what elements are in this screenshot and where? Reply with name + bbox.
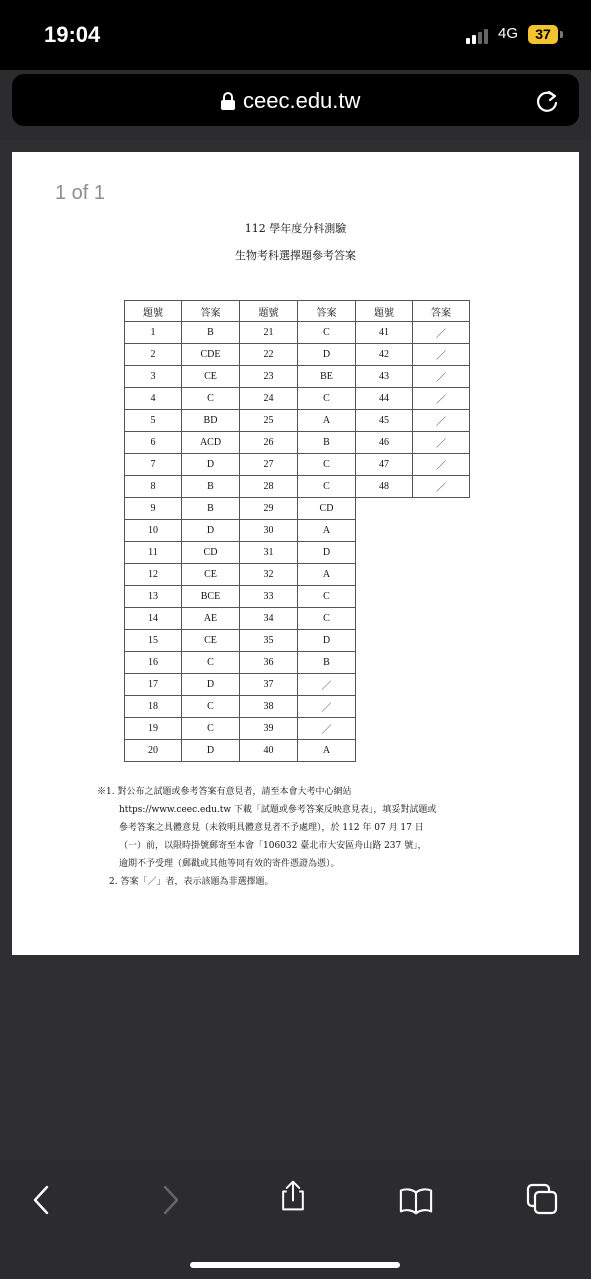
table-cell: C bbox=[298, 388, 356, 410]
table-cell: ／ bbox=[413, 432, 470, 454]
empty-cell bbox=[356, 740, 413, 762]
document-subtitle: 生物考科選擇題參考答案 bbox=[235, 249, 356, 262]
lock-icon bbox=[219, 91, 237, 111]
table-cell: 35 bbox=[240, 630, 298, 652]
table-row bbox=[125, 410, 470, 432]
url-text[interactable]: ceec.edu.tw bbox=[243, 88, 361, 113]
table-cell: CE bbox=[182, 630, 240, 652]
table-cell: 39 bbox=[240, 718, 298, 740]
table-cell: 6 bbox=[125, 432, 182, 454]
table-cell: ／ bbox=[298, 674, 356, 696]
table-body bbox=[125, 322, 470, 762]
table-cell: 8 bbox=[125, 476, 182, 498]
network-type: 4G bbox=[498, 25, 519, 42]
empty-cell bbox=[413, 498, 470, 520]
empty-cell bbox=[356, 564, 413, 586]
table-row bbox=[125, 608, 470, 630]
table-cell: CE bbox=[182, 366, 240, 388]
table-cell: 17 bbox=[125, 674, 182, 696]
table-cell: C bbox=[298, 586, 356, 608]
table-cell: 33 bbox=[240, 586, 298, 608]
table-cell: D bbox=[298, 542, 356, 564]
table-cell: 4 bbox=[125, 388, 182, 410]
table-cell: 32 bbox=[240, 564, 298, 586]
table-cell: 11 bbox=[125, 542, 182, 564]
table-row bbox=[125, 366, 470, 388]
note-line: https://www.ceec.edu.tw 下載「試題或參考答案反映意見表」，填妥對試題或 bbox=[119, 805, 437, 815]
table-row bbox=[125, 322, 470, 344]
table-cell: 44 bbox=[356, 388, 413, 410]
battery-tip bbox=[560, 31, 563, 38]
table-cell: 13 bbox=[125, 586, 182, 608]
empty-cell bbox=[413, 586, 470, 608]
empty-cell bbox=[356, 652, 413, 674]
table-header: 題號 bbox=[125, 301, 182, 322]
table-cell: 16 bbox=[125, 652, 182, 674]
table-cell: D bbox=[182, 674, 240, 696]
table-header: 答案 bbox=[413, 301, 470, 322]
empty-cell bbox=[413, 542, 470, 564]
table-row bbox=[125, 542, 470, 564]
table-cell: 41 bbox=[356, 322, 413, 344]
table-cell: ／ bbox=[413, 410, 470, 432]
table-cell: 47 bbox=[356, 454, 413, 476]
table-cell: D bbox=[182, 520, 240, 542]
table-cell: 23 bbox=[240, 366, 298, 388]
back-icon[interactable] bbox=[26, 1183, 60, 1217]
empty-cell bbox=[356, 542, 413, 564]
answer-table bbox=[124, 300, 470, 762]
table-cell: 38 bbox=[240, 696, 298, 718]
empty-cell bbox=[356, 674, 413, 696]
table-cell: 7 bbox=[125, 454, 182, 476]
table-row bbox=[125, 696, 470, 718]
note-line: 參考答案之具體意見（未敘明具體意見者不予處理），於 112 年 07 月 17 日 bbox=[119, 823, 424, 833]
table-cell: A bbox=[298, 740, 356, 762]
table-cell: ／ bbox=[413, 454, 470, 476]
table-cell: 1 bbox=[125, 322, 182, 344]
document-title: 112 學年度分科測驗 bbox=[244, 222, 347, 235]
table-cell: CD bbox=[298, 498, 356, 520]
battery-icon: 37 bbox=[528, 25, 558, 44]
table-cell: 19 bbox=[125, 718, 182, 740]
table-cell: C bbox=[298, 476, 356, 498]
note-line: （一）前，以限時掛號郵寄至本會「106032 臺北市大安區舟山路 237 號」， bbox=[119, 841, 427, 851]
table-cell: 37 bbox=[240, 674, 298, 696]
table-row bbox=[125, 520, 470, 542]
table-row bbox=[125, 344, 470, 366]
table-cell: 48 bbox=[356, 476, 413, 498]
table-cell: 26 bbox=[240, 432, 298, 454]
table-cell: 36 bbox=[240, 652, 298, 674]
table-cell: 2 bbox=[125, 344, 182, 366]
table-cell: B bbox=[182, 498, 240, 520]
empty-cell bbox=[356, 630, 413, 652]
table-header-row bbox=[125, 301, 470, 322]
empty-cell bbox=[413, 740, 470, 762]
table-cell: 28 bbox=[240, 476, 298, 498]
table-cell: 27 bbox=[240, 454, 298, 476]
empty-cell bbox=[356, 718, 413, 740]
empty-cell bbox=[413, 520, 470, 542]
table-cell: 15 bbox=[125, 630, 182, 652]
bookmarks-icon[interactable] bbox=[399, 1184, 433, 1218]
table-cell: CE bbox=[182, 564, 240, 586]
empty-cell bbox=[356, 586, 413, 608]
table-cell: ／ bbox=[298, 696, 356, 718]
table-cell: 3 bbox=[125, 366, 182, 388]
notes bbox=[97, 783, 499, 891]
table-cell: 10 bbox=[125, 520, 182, 542]
table-cell: ／ bbox=[413, 366, 470, 388]
table-header: 答案 bbox=[298, 301, 356, 322]
empty-cell bbox=[413, 696, 470, 718]
table-cell: 9 bbox=[125, 498, 182, 520]
table-cell: AE bbox=[182, 608, 240, 630]
empty-cell bbox=[413, 674, 470, 696]
tabs-icon[interactable] bbox=[525, 1182, 559, 1216]
table-cell: A bbox=[298, 410, 356, 432]
table-row bbox=[125, 586, 470, 608]
empty-cell bbox=[413, 630, 470, 652]
table-cell: BE bbox=[298, 366, 356, 388]
table-cell: D bbox=[298, 344, 356, 366]
table-cell: 42 bbox=[356, 344, 413, 366]
page-indicator: 1 of 1 bbox=[55, 182, 106, 204]
table-cell: C bbox=[298, 454, 356, 476]
note-line: ※1. 對公布之試題或參考答案有意見者，請至本會大考中心網站 bbox=[97, 787, 352, 797]
table-cell: BD bbox=[182, 410, 240, 432]
table-cell: C bbox=[298, 322, 356, 344]
table-cell: 29 bbox=[240, 498, 298, 520]
table-row bbox=[125, 476, 470, 498]
table-row bbox=[125, 498, 470, 520]
table-row bbox=[125, 388, 470, 410]
table-row bbox=[125, 718, 470, 740]
table-cell: 20 bbox=[125, 740, 182, 762]
empty-cell bbox=[413, 652, 470, 674]
table-cell: A bbox=[298, 520, 356, 542]
table-header: 題號 bbox=[356, 301, 413, 322]
note-line: 逾期不予受理（郵戳或其他等同有效的寄件憑證為憑）。 bbox=[119, 859, 340, 869]
table-row bbox=[125, 454, 470, 476]
status-time: 19:04 bbox=[44, 22, 101, 47]
table-cell: 24 bbox=[240, 388, 298, 410]
table-cell: ／ bbox=[413, 476, 470, 498]
table-cell: B bbox=[182, 322, 240, 344]
share-icon[interactable] bbox=[276, 1179, 310, 1213]
table-cell: 21 bbox=[240, 322, 298, 344]
table-cell: 46 bbox=[356, 432, 413, 454]
status-bar bbox=[0, 0, 591, 70]
empty-cell bbox=[413, 564, 470, 586]
table-cell: 43 bbox=[356, 366, 413, 388]
table-cell: 31 bbox=[240, 542, 298, 564]
table-cell: C bbox=[182, 718, 240, 740]
table-cell: 18 bbox=[125, 696, 182, 718]
table-cell: BCE bbox=[182, 586, 240, 608]
empty-cell bbox=[356, 696, 413, 718]
table-cell: 25 bbox=[240, 410, 298, 432]
signal-icon bbox=[466, 30, 492, 44]
table-cell: CD bbox=[182, 542, 240, 564]
empty-cell bbox=[413, 608, 470, 630]
table-cell: C bbox=[298, 608, 356, 630]
empty-cell bbox=[356, 520, 413, 542]
table-cell: 34 bbox=[240, 608, 298, 630]
table-row bbox=[125, 564, 470, 586]
table-cell: D bbox=[182, 454, 240, 476]
empty-cell bbox=[413, 718, 470, 740]
table-cell: C bbox=[182, 388, 240, 410]
table-row bbox=[125, 630, 470, 652]
table-row bbox=[125, 652, 470, 674]
table-cell: D bbox=[182, 740, 240, 762]
table-cell: ／ bbox=[413, 344, 470, 366]
table-cell: 40 bbox=[240, 740, 298, 762]
table-row bbox=[125, 674, 470, 696]
table-cell: ／ bbox=[298, 718, 356, 740]
table-cell: 5 bbox=[125, 410, 182, 432]
table-row bbox=[125, 432, 470, 454]
table-cell: D bbox=[298, 630, 356, 652]
table-cell: B bbox=[298, 652, 356, 674]
table-cell: ／ bbox=[413, 322, 470, 344]
table-cell: C bbox=[182, 696, 240, 718]
table-cell: ／ bbox=[413, 388, 470, 410]
table-cell: 22 bbox=[240, 344, 298, 366]
table-row bbox=[125, 740, 470, 762]
table-cell: 14 bbox=[125, 608, 182, 630]
table-cell: ACD bbox=[182, 432, 240, 454]
table-cell: A bbox=[298, 564, 356, 586]
table-cell: 45 bbox=[356, 410, 413, 432]
empty-cell bbox=[356, 498, 413, 520]
table-cell: B bbox=[298, 432, 356, 454]
table-cell: 30 bbox=[240, 520, 298, 542]
table-header: 答案 bbox=[182, 301, 240, 322]
table-cell: C bbox=[182, 652, 240, 674]
table-cell: CDE bbox=[182, 344, 240, 366]
note-line: 2. 答案「／」者，表示該題為非選擇題。 bbox=[109, 877, 274, 887]
table-cell: 12 bbox=[125, 564, 182, 586]
home-indicator bbox=[190, 1262, 400, 1268]
table-header: 題號 bbox=[240, 301, 298, 322]
reload-icon[interactable] bbox=[534, 88, 560, 114]
forward-icon[interactable] bbox=[152, 1183, 186, 1217]
empty-cell bbox=[356, 608, 413, 630]
table-cell: B bbox=[182, 476, 240, 498]
